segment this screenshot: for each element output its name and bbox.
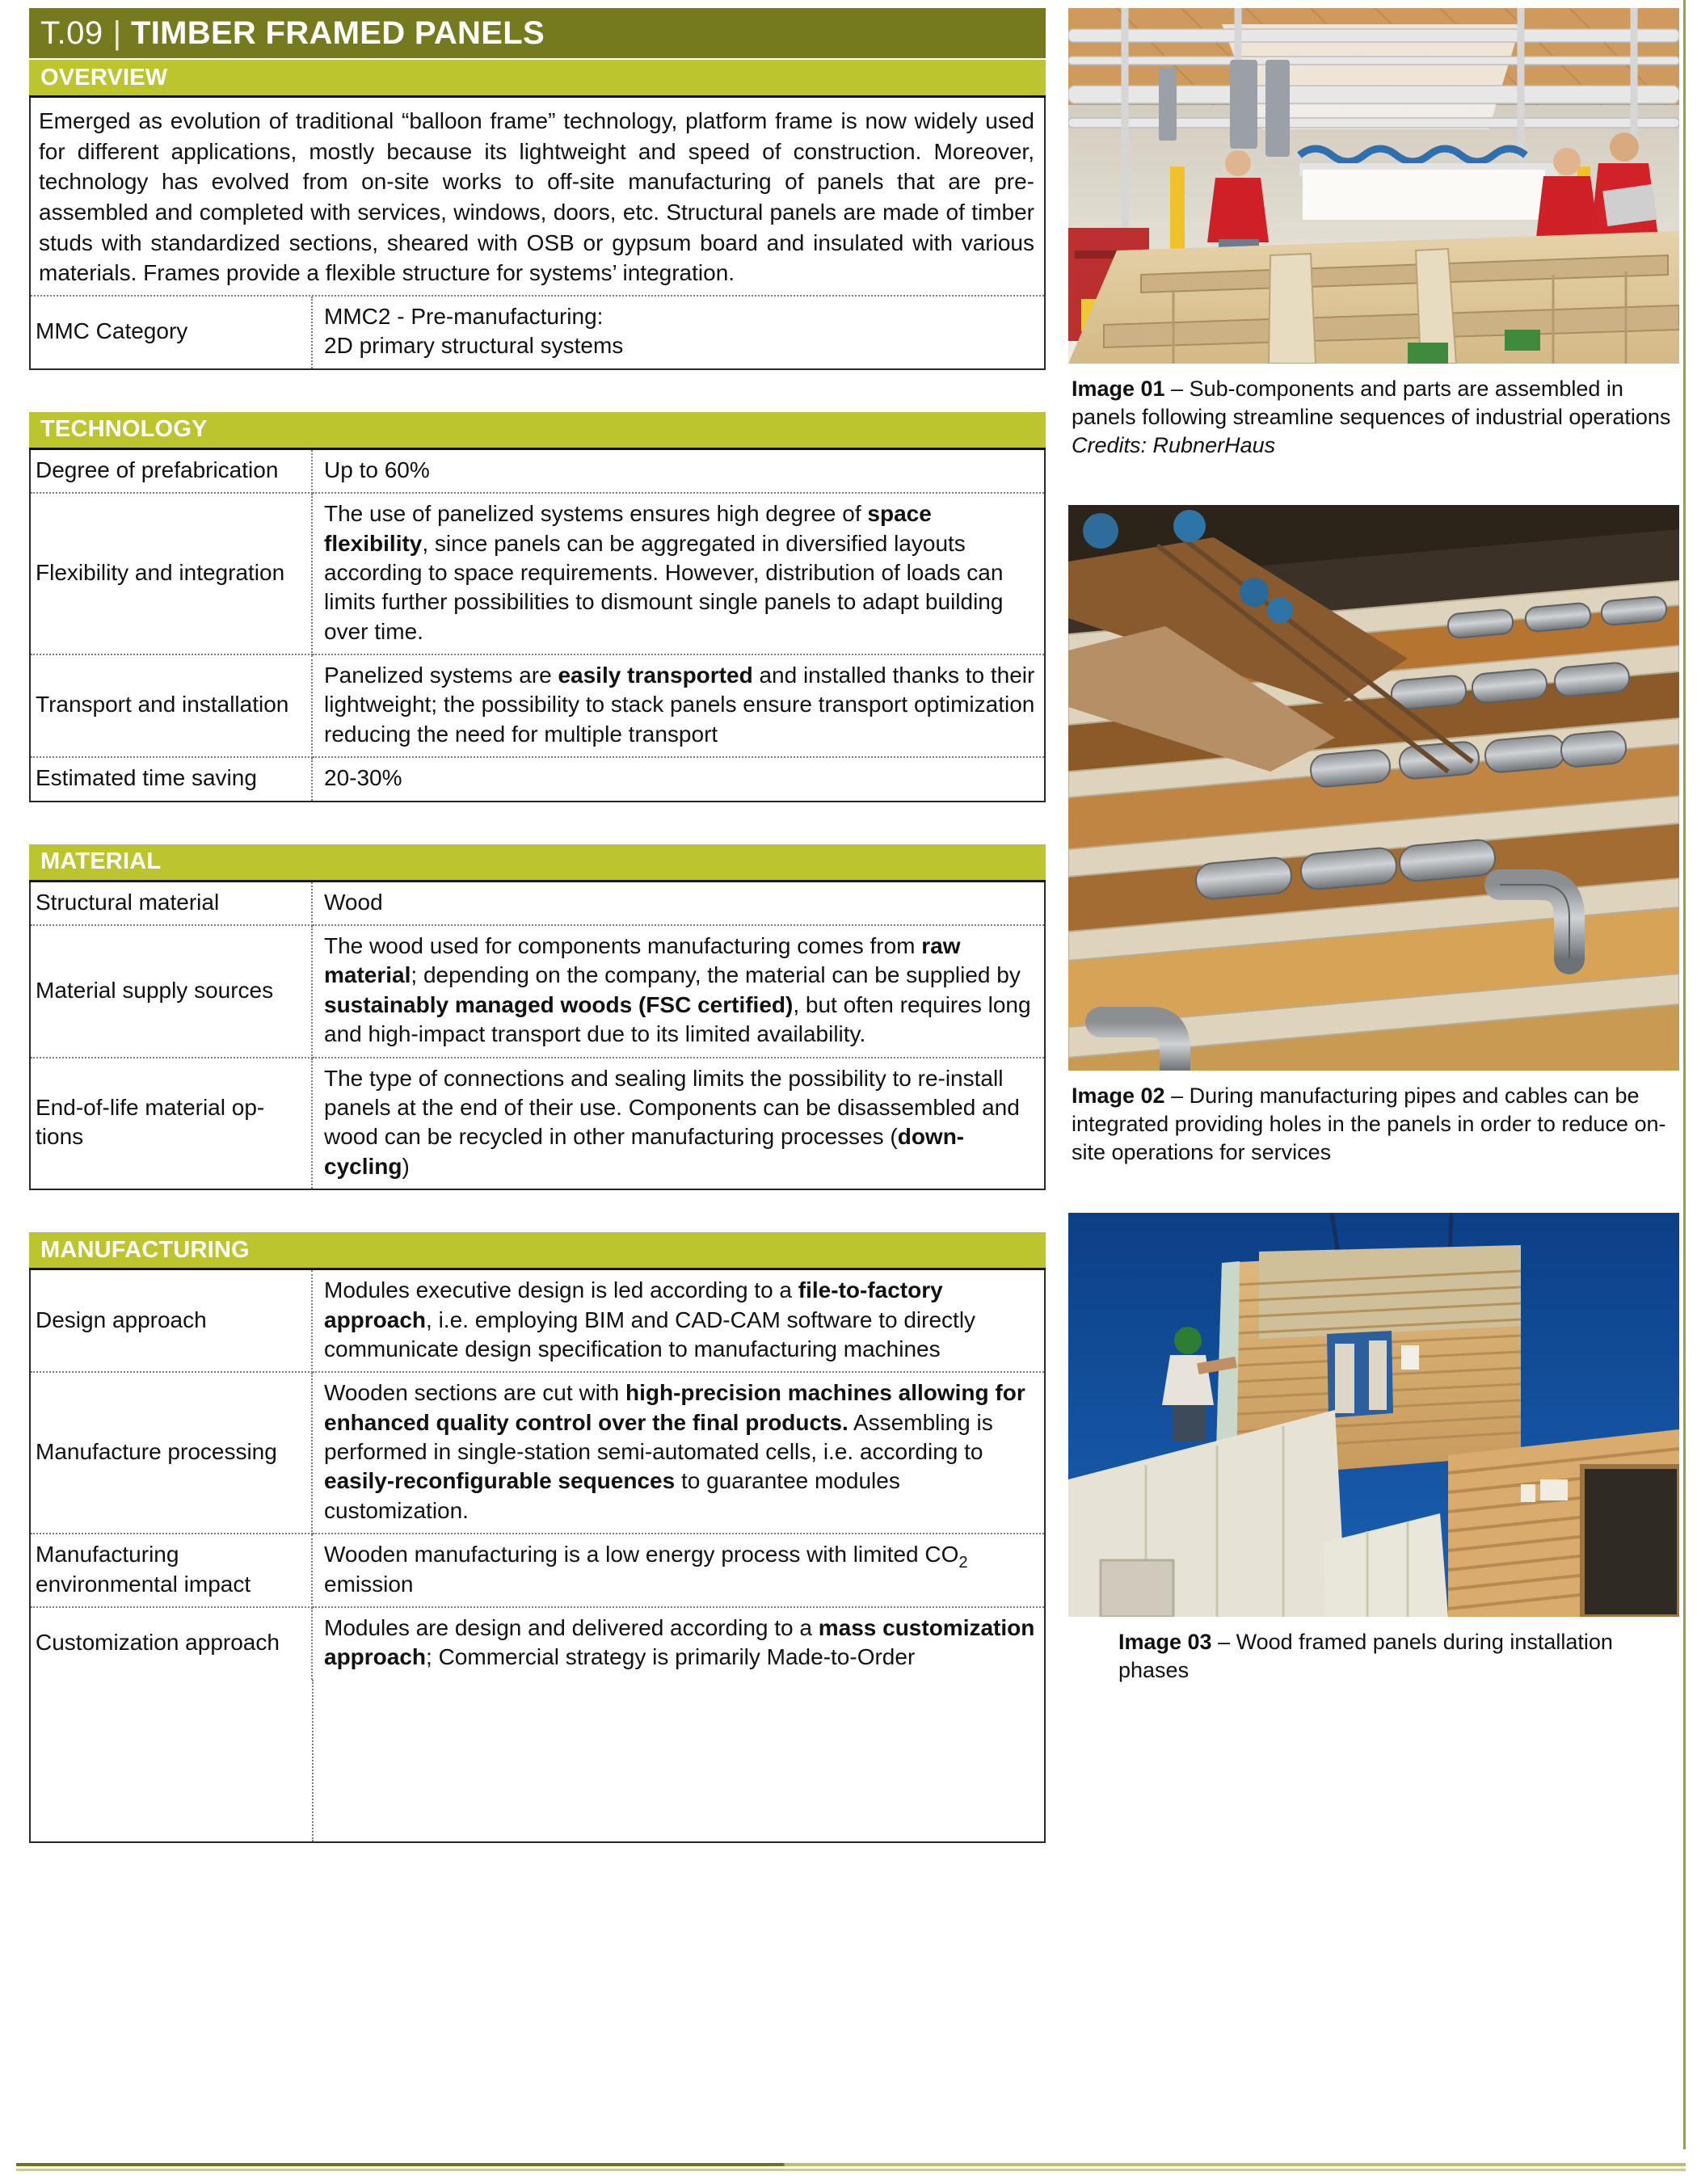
table-tail-empty-area — [29, 1680, 1046, 1843]
row-key: Manufacture processing — [31, 1372, 312, 1534]
figure-spacer — [1068, 460, 1679, 505]
row-key: Degree of prefabrication — [31, 450, 312, 493]
section-band-material — [29, 844, 1046, 882]
technology-block — [29, 450, 1046, 802]
row-value: Panelized systems are easily transported and installed thanks to their lightweight; the possibility to stack panels ensure transport optimization reducing the need for multiple transport — [312, 654, 1044, 757]
table-row — [31, 450, 1044, 493]
row-key: Estimated time saving — [31, 757, 312, 800]
page-right-rule — [1683, 0, 1686, 2149]
section-band-technology-label: TECHNOLOGY — [40, 416, 208, 443]
table-row — [31, 1372, 1044, 1534]
row-value — [312, 297, 1044, 368]
manufacturing-block — [29, 1270, 1046, 1680]
section-spacer — [29, 370, 1046, 412]
table-row — [31, 1534, 1044, 1607]
figure-caption-01 — [1072, 375, 1674, 460]
page-title: TIMBER FRAMED PANELS — [131, 15, 545, 51]
row-value: The type of connections and sealing limits the possibility to re-install panels at the end of their use. Components can be disassembled and wood can be recycled in other manufacturing processes (down-cycling) — [324, 1065, 1020, 1179]
figure-label-02: Image 02 — [1072, 1084, 1165, 1109]
row-key: Manufacturing environmental impact — [31, 1534, 312, 1607]
page-columns — [29, 8, 1684, 1843]
row-value: Wooden manufacturing is a low energy process with limited $CO_2$ emission — [312, 1534, 1044, 1607]
section-spacer — [29, 1190, 1046, 1232]
table-row — [31, 757, 1044, 800]
table-row — [31, 654, 1044, 757]
table-row — [31, 1607, 1044, 1680]
technology-table — [31, 450, 1044, 801]
row-value-line-1: MMC2 - Pre-manufacturing: — [324, 303, 604, 329]
figure-caption-text-02: During manufacturing pipes and cables can be integrated providing holes in the panels in order to reduce on-site operations for services — [1072, 1084, 1666, 1165]
row-value-line-2: 2D primary structural systems — [324, 333, 624, 359]
overview-block — [29, 98, 1046, 370]
row-key: Flexibility and integration — [31, 493, 312, 654]
row-key: Design approach — [31, 1270, 312, 1372]
row-value: The wood used for components manufacturing comes from raw material; depending on the company, the material can be supplied by sustainably managed woods (FSC certified), but often requires long and high-impact transport due to its limited availability. — [312, 925, 1044, 1058]
row-value: Modules are design and delivered according to a mass customization approach; Commercial strategy is primarily Made-to-Order — [324, 1615, 1035, 1670]
row-value: 20-30% — [324, 765, 402, 791]
title-separator: | — [112, 15, 121, 51]
row-key: End-of-life material op- tions — [31, 1058, 312, 1189]
figure-caption-03 — [1118, 1628, 1674, 1685]
page-title-bar — [29, 8, 1046, 58]
section-band-manufacturing — [29, 1232, 1046, 1270]
section-band-overview — [29, 60, 1046, 98]
sheet-code: T.09 — [40, 15, 103, 51]
table-row — [31, 882, 1044, 925]
table-row — [31, 1058, 1044, 1189]
figure-image-03 — [1068, 1213, 1679, 1617]
table-row — [31, 493, 1044, 654]
figure-credits-01: Credits: RubnerHaus — [1072, 433, 1276, 458]
figure-image-02 — [1068, 505, 1679, 1071]
row-value: Modules executive design is led according to a file-to-factory approach, i.e. employing BIM and CAD-CAM software to directly communicate design specification to manufacturing machines — [312, 1270, 1044, 1372]
overview-table — [31, 297, 1044, 368]
table-row — [31, 925, 1044, 1058]
figure-spacer — [1068, 1168, 1679, 1213]
section-band-material-label: MATERIAL — [40, 848, 162, 875]
figure-image-01 — [1068, 8, 1679, 364]
section-band-manufacturing-label: MANUFACTURING — [40, 1236, 250, 1263]
table-row — [31, 297, 1044, 368]
page-bottom-rule-secondary — [16, 2169, 1686, 2171]
table-row — [31, 1270, 1044, 1372]
figure-caption-text-03: Wood framed panels during installation phases — [1118, 1629, 1613, 1682]
figure-caption-text-01: Sub-components and parts are assembled in panels following streamline sequences of industrial operations — [1072, 377, 1671, 430]
section-spacer — [29, 802, 1046, 844]
row-key: MMC Category — [31, 297, 312, 368]
row-key: Structural material — [31, 882, 312, 925]
figure-label-01: Image 01 — [1072, 377, 1165, 401]
page-bottom-rule — [16, 2163, 1686, 2166]
section-band-overview-label: OVERVIEW — [40, 64, 168, 90]
material-table — [31, 882, 1044, 1189]
figure-label-03: Image 03 — [1118, 1629, 1212, 1654]
row-value: Up to 60% — [312, 450, 1044, 493]
row-value: Wood — [312, 882, 1044, 925]
content-column — [29, 8, 1046, 1843]
figure-dash-01: – — [1171, 377, 1184, 401]
manufacturing-table — [31, 1270, 1044, 1680]
figure-dash-03: – — [1218, 1629, 1231, 1654]
section-band-technology — [29, 412, 1046, 450]
row-key: Customization approach — [31, 1607, 312, 1680]
material-block — [29, 882, 1046, 1191]
overview-paragraph: Emerged as evolution of traditional “balloon frame” technology, platform frame is now widely used for different applications, mostly because its lightweight and speed of construction. Moreover, technology has evolved from on-site works to off-site manufacturing of panels that are pre-assembled and completed with services, windows, doors, etc. Structural panels are made of timber studs with standardized sections, sheared with OSB or gypsum board and insulated with various materials. Frames provide a flexible structure for systems’ integration. — [31, 98, 1044, 297]
figures-column — [1068, 8, 1679, 1685]
row-key: Transport and installation — [31, 654, 312, 757]
figure-dash-02: – — [1171, 1084, 1184, 1109]
figure-caption-02 — [1072, 1082, 1674, 1167]
row-key: Material supply sources — [31, 925, 312, 1058]
row-value: The use of panelized systems ensures high degree of space flexibility, since panels can be aggregated in diversified layouts according to space requirements. However, distribution of loads can limits further possibilities to dismount single panels to adapt building over time. — [312, 493, 1044, 654]
row-value: Wooden sections are cut with high-precision machines allowing for enhanced quality control over the final products. Assembling is performed in single-station semi-automated cells, i.e. according to easily-reconfigurable sequences to guarantee modules customization. — [312, 1372, 1044, 1534]
